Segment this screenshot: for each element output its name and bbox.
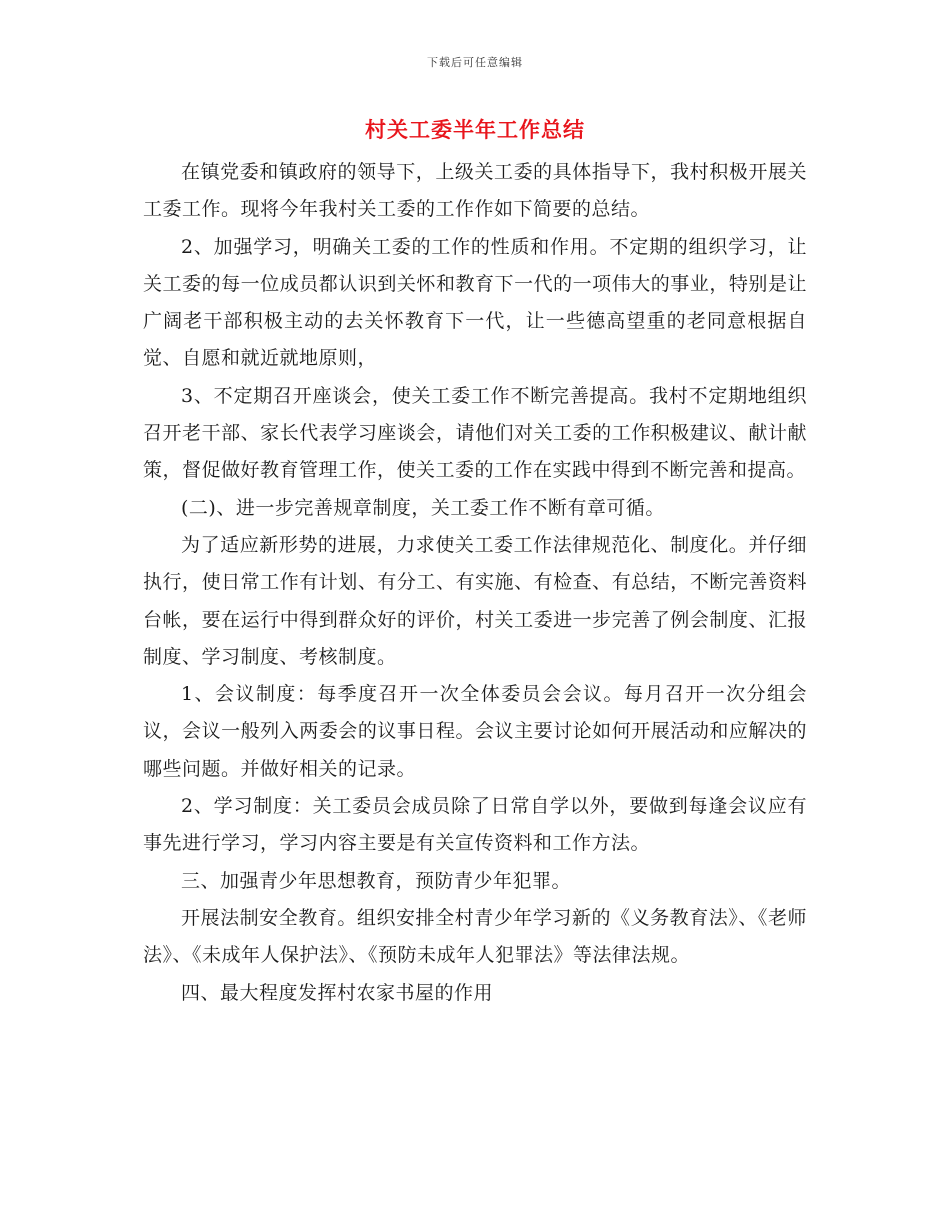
paragraph-rules: 为了适应新形势的进展，力求使关工委工作法律规范化、制度化。并仔细执行，使日常工作有计划、有分工、有实施、有检查、有总结，不断完善资料台帐，要在运行中得到群众好的评价，村关工委进一步完善了例会制度、汇报制度、学习制度、考核制度。: [143, 533, 807, 668]
header-note: 下载后可任意编辑: [427, 56, 523, 69]
paragraph-section-four: 四、最大程度发挥村农家书屋的作用: [181, 981, 494, 1004]
paragraph-meeting-system: 1、会议制度：每季度召开一次全体委员会会议。每月召开一次分组会议，会议一般列入两委会的议事日程。会议主要讨论如何开展活动和应解决的哪些问题。并做好相关的记录。: [143, 683, 807, 780]
paragraph-forum: 3、不定期召开座谈会，使关工委工作不断完善提高。我村不定期地组织召开老干部、家长代表学习座谈会，请他们对关工委的工作积极建议、献计献策，督促做好教育管理工作，使关工委的工作在实践中得到不断完善和提高。: [143, 384, 807, 482]
paragraph-intro: 在镇党委和镇政府的领导下，上级关工委的具体指导下，我村积极开展关工委工作。现将今年我村关工委的工作作如下简要的总结。: [143, 161, 807, 221]
paragraph-section-two: (二)、进一步完善规章制度，关工委工作不断有章可循。: [181, 496, 665, 519]
paragraph-legal-education: 开展法制安全教育。组织安排全村青少年学习新的《义务教育法》、《老师法》、《未成年人保护法》、《预防未成年人犯罪法》等法律法规。: [143, 906, 807, 967]
paragraph-section-three: 三、加强青少年思想教育，预防青少年犯罪。: [181, 869, 572, 892]
paragraph-study: 2、加强学习，明确关工委的工作的性质和作用。不定期的组织学习，让关工委的每一位成员都认识到关怀和教育下一代的一项伟大的事业，特别是让广阔老干部积极主动的去关怀教育下一代，让一些德高望重的老同意根据自觉、自愿和就近就地原则，: [143, 235, 807, 370]
document-body: [143, 154, 807, 1012]
paragraph-study-system: 2、学习制度：关工委员会成员除了日常自学以外，要做到每逢会议应有事先进行学习，学习内容主要是有关宣传资料和工作方法。: [143, 795, 807, 855]
document-title: 村关工委半年工作总结: [365, 118, 585, 142]
